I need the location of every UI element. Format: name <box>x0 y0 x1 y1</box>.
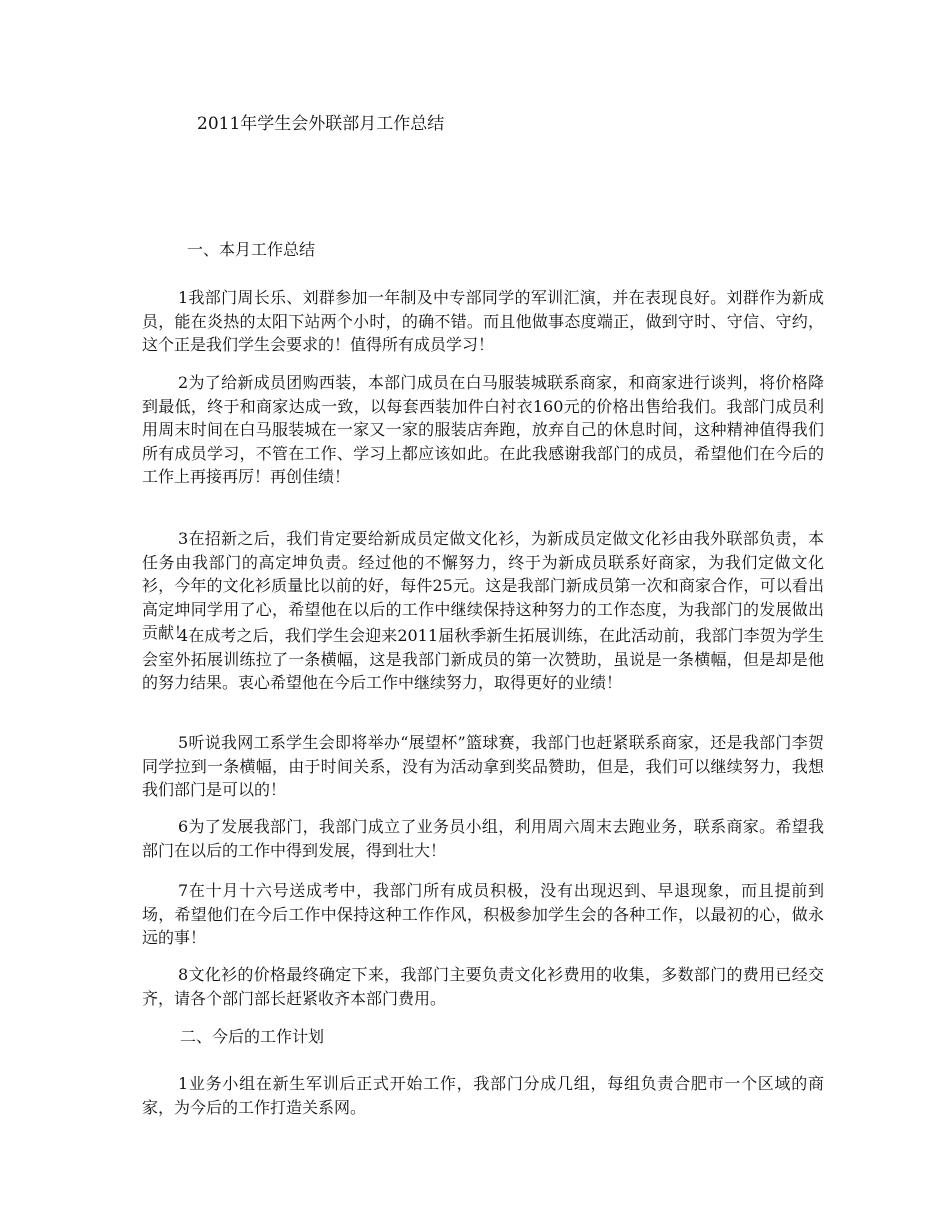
paragraph-item-7: 7在十月十六号送成考中，我部门所有成员积极，没有出现迟到、早退现象，而且提前到场，希望他们在今后工作中保持这种工作作风，积极参加学生会的各种工作，以最初的心，做永远的事！ <box>142 881 824 948</box>
paragraph-item-8: 8文化衫的价格最终确定下来，我部门主要负责文化衫费用的收集，多数部门的费用已经交齐，请各个部门部长赶紧收齐本部门费用。 <box>142 965 824 1008</box>
paragraph-item-6: 6为了发展我部门，我部门成立了业务员小组，利用周六周末去跑业务，联系商家。希望我部门在以后的工作中得到发展，得到壮大！ <box>142 817 824 860</box>
paragraph-item-4: 4在成考之后，我们学生会迎来2011届秋季新生拓展训练，在此活动前，我部门李贺为学生会室外拓展训练拉了一条横幅，这是我部门新成员的第一次赞助，虽说是一条横幅，但是却是他的努力结果。衷心希望他在今后工作中继续努力，取得更好的业绩！ <box>142 626 824 693</box>
document-title: 2011年学生会外联部月工作总结 <box>197 114 445 134</box>
section-heading-future-plan: 二、今后的工作计划 <box>180 1027 325 1046</box>
paragraph-item-3: 3在招新之后，我们肯定要给新成员定做文化衫，为新成员定做文化衫由我外联部负责，本任务由我部门的高定坤负责。经过他的不懈努力，终于为新成员联系好商家，为我们定做文化衫，今年的文化衫质量比以前的好，每件25元。这是我部门新成员第一次和商家合作，可以看出高定坤同学用了心，希望他在以后的工作中继续保持这种努力的工作态度，为我部门的发展做出贡献！ <box>142 529 824 643</box>
plan-item-1: 1业务小组在新生军训后正式开始工作，我部门分成几组，每组负责合肥市一个区域的商家，为今后的工作打造关系网。 <box>142 1074 824 1117</box>
paragraph-item-5: 5听说我网工系学生会即将举办“展望杯”篮球赛，我部门也赶紧联系商家，还是我部门李贺同学拉到一条横幅，由于时间关系，没有为活动拿到奖品赞助，但是，我们可以继续努力，我想我们部门是可以的！ <box>142 733 824 800</box>
section-heading-monthly-summary: 一、本月工作总结 <box>187 240 316 259</box>
paragraph-item-1: 1我部门周长乐、刘群参加一年制及中专部同学的军训汇演，并在表现良好。刘群作为新成员，能在炎热的太阳下站两个小时，的确不错。而且他做事态度端正，做到守时、守信、守约，这个正是我们学生会要求的！值得所有成员学习！ <box>142 288 824 355</box>
paragraph-item-2: 2为了给新成员团购西装，本部门成员在白马服装城联系商家，和商家进行谈判，将价格降到最低，终于和商家达成一致，以每套西装加件白衬衣160元的价格出售给我们。我部门成员利用周末时间在白马服装城在一家又一家的服装店奔跑，放弃自己的休息时间，这种精神值得我们所有成员学习，不管在工作、学习上都应该如此。在此我感谢我部门的成员，希望他们在今后的工作上再接再厉！再创佳绩！ <box>142 373 824 487</box>
